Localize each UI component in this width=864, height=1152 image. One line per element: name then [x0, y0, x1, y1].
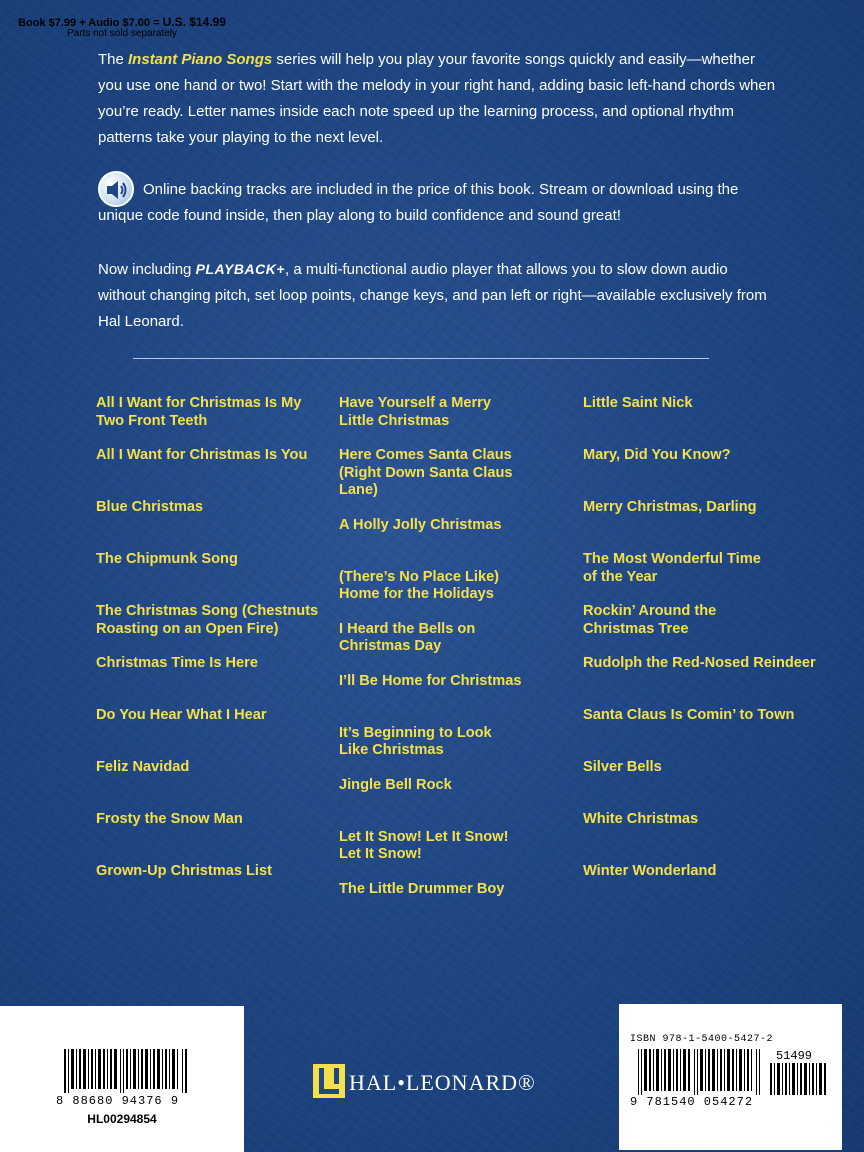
song-title: White Christmas [583, 811, 699, 827]
song-title: Grown-Up Christmas List [96, 863, 272, 879]
price-line [0, 15, 244, 29]
song-title: Rudolph the Red-Nosed Reindeer [583, 655, 816, 671]
upc-digits: 8 88680 94376 9 [56, 1094, 180, 1108]
song-title: Have Yourself a Merry Little Christmas [339, 395, 491, 429]
song-title: (There’s No Place Like) Home for the Holidays [339, 568, 500, 602]
song-title: Feliz Navidad [96, 759, 190, 775]
price-barcode [770, 1063, 828, 1095]
song-list-column-3 [583, 395, 818, 915]
song-title: All I Want for Christmas Is My Two Front Teeth [96, 395, 302, 429]
intro-text: , a multi-functional audio player that allows you to slow down audio without changing pitch, set loop points, change keys, and pan left or right—available exclusively from Hal Leonard. [98, 261, 767, 330]
intro-text: The [98, 51, 129, 68]
song-title: Frosty the Snow Man [96, 811, 243, 827]
price-breakdown: Book $7.99 + Audio $7.00 = [18, 17, 163, 29]
song-title: Blue Christmas [96, 499, 204, 515]
intro-text: Now including [98, 261, 196, 278]
song-list-column-2 [339, 395, 574, 933]
playback-brand: PLAYBACK+ [195, 261, 285, 277]
song-title: Little Saint Nick [583, 395, 693, 411]
song-title: Silver Bells [583, 759, 662, 775]
song-title: Mary, Did You Know? [583, 447, 731, 463]
intro-paragraph-series [98, 47, 778, 151]
song-title: The Most Wonderful Time of the Year [583, 551, 761, 585]
song-title: I Heard the Bells on Christmas Day [339, 620, 476, 654]
song-title: It’s Beginning to Look Like Christmas [339, 724, 492, 758]
hal-leonard-mark-icon [313, 1064, 345, 1098]
song-list-column-1 [96, 395, 331, 915]
song-title: All I Want for Christmas Is You [96, 447, 308, 463]
song-title: Christmas Time Is Here [96, 655, 258, 671]
isbn-text: ISBN 978-1-5400-5427-2 [630, 1034, 774, 1045]
song-title: Do You Hear What I Hear [96, 707, 267, 723]
song-title: Santa Claus Is Comin’ to Town [583, 707, 795, 723]
parts-note: Parts not sold separately [66, 28, 178, 39]
item-code: HL00294854 [87, 1112, 157, 1126]
price-code: 51499 [776, 1049, 813, 1063]
song-title: The Little Drummer Boy [339, 880, 505, 897]
song-title: The Christmas Song (Chestnuts Roasting on an Open Fire) [96, 603, 319, 637]
intro-paragraph-playback [98, 256, 778, 335]
price-total: U.S. $14.99 [162, 15, 226, 29]
song-title: Jingle Bell Rock [339, 776, 452, 793]
song-title: Winter Wonderland [583, 863, 717, 879]
publisher-name: HAL•LEONARD® [349, 1070, 536, 1095]
isbn-barcode [638, 1049, 762, 1095]
song-title: A Holly Jolly Christmas [339, 516, 502, 533]
intro-text: series will help you play your favorite songs quickly and easily—whether you use one hand or two! Start with the melody in your right hand, adding basic left-hand chords when you’re ready. Letter names inside each note speed up the learning process, and optional rhythm patterns take your playing to the next level. [98, 51, 776, 146]
song-title: I’ll Be Home for Christmas [339, 672, 522, 689]
isbn-digits: 9 781540 054272 [630, 1095, 754, 1109]
song-title: The Chipmunk Song [96, 551, 238, 567]
divider [133, 358, 709, 359]
song-title: Rockin’ Around the Christmas Tree [583, 603, 717, 637]
song-title: Here Comes Santa Claus (Right Down Santa Claus Lane) [339, 447, 513, 498]
series-name: Instant Piano Songs [128, 51, 273, 68]
song-title: Let It Snow! Let It Snow! Let It Snow! [339, 828, 509, 862]
song-title: Merry Christmas, Darling [583, 499, 757, 515]
upc-barcode [64, 1049, 188, 1093]
intro-paragraph-audio: Online backing tracks are included in the price of this book. Stream or download using the unique code found inside, then play along to build confidence and sound great! [98, 181, 739, 224]
